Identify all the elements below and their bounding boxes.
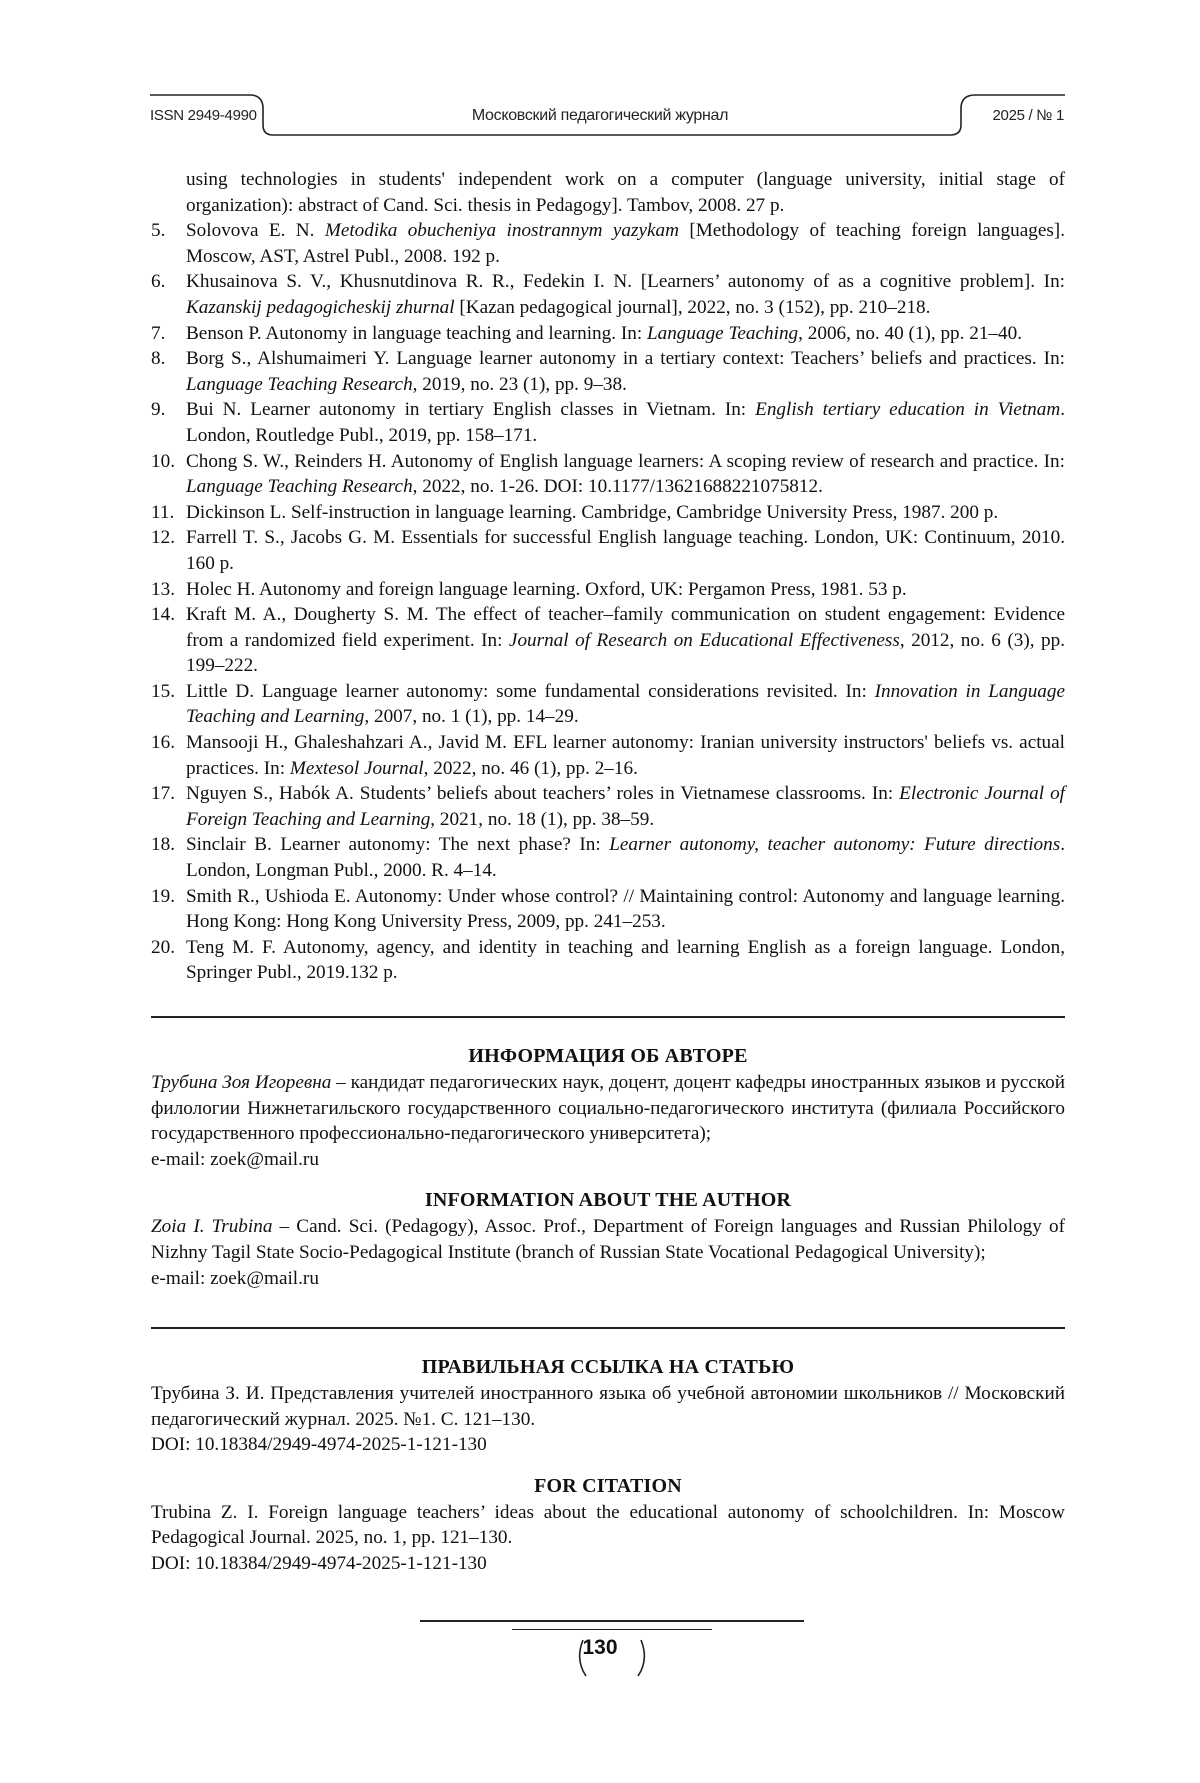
author-email-ru: e-mail: zoek@mail.ru [151, 1149, 319, 1170]
reference-source-title: Electronic Journal of Foreign Teaching and Learning [186, 783, 1065, 830]
reference-text: Farrell T. S., Jacobs G. M. Essentials for successful English language teaching. London, UK: Continuum, 2010. 160 p. [186, 527, 1065, 574]
reference-number: 14. [151, 602, 175, 628]
reference-number: 15. [151, 679, 175, 705]
reference-text: , 2022, no. 1-26. DOI: 10.1177/13621688221075812. [413, 476, 823, 497]
citation-en-body: Trubina Z. I. Foreign language teachers’ ideas about the educational autonomy of schoolchildren. In: Moscow Pedagogical Journal. 2025, no. 1, pp. 121–130. [151, 1502, 1065, 1549]
reference-text: Sinclair B. Learner autonomy: The next phase? In: [186, 834, 609, 855]
reference-text: Little D. Language learner autonomy: some fundamental considerations revisited. In: [186, 681, 875, 702]
author-desc-en: – Cand. Sci. (Pedagogy), Assoc. Prof., Department of Foreign languages and Russian Philology of Nizhny Tagil State Socio-Pedagogical Institute (branch of Russian State Vocational Pedagogical University); [151, 1216, 1065, 1263]
reference-text: . London, Longman Publ., 2000. R. 4–14. [186, 834, 1065, 881]
journal-title: Московский педагогический журнал [0, 107, 1200, 125]
citation-ru-doi: DOI: 10.18384/2949-4974-2025-1-121-130 [151, 1434, 487, 1455]
reference-text: Borg S., Alshumaimeri Y. Language learner autonomy in a tertiary context: Teachers’ beliefs and practices. In: [186, 348, 1065, 369]
reference-number: 12. [151, 525, 175, 551]
reference-text: , 2012, no. 6 (3), pp. 199–222. [186, 630, 1065, 677]
reference-text: Holec H. Autonomy and foreign language learning. Oxford, UK: Pergamon Press, 1981. 53 p. [186, 579, 907, 600]
reference-number: 8. [151, 346, 165, 372]
reference-source-title: Innovation in Language Teaching and Learning [186, 681, 1065, 728]
journal-page [0, 0, 1200, 1783]
reference-text: Chong S. W., Reinders H. Autonomy of English language learners: A scoping review of research and practice. In: [186, 451, 1065, 472]
reference-text: [Kazan pedagogical journal], 2022, no. 3 (152), pp. 210–218. [455, 297, 931, 318]
reference-number: 10. [151, 449, 175, 475]
reference-text: , 2019, no. 23 (1), pp. 9–38. [413, 374, 627, 395]
reference-text: Benson P. Autonomy in language teaching and learning. In: [186, 323, 647, 344]
reference-source-title: Kazanskij pedagogicheskij zhurnal [186, 297, 455, 318]
reference-number: 11. [151, 500, 174, 526]
reference-text: Khusainova S. V., Khusnutdinova R. R., Fedekin I. N. [Learners’ autonomy of as a cognitive problem]. In: [186, 271, 1065, 292]
issn-label: ISSN 2949-4990 [150, 107, 257, 124]
page-number-bracket [0, 0, 1200, 1783]
reference-number: 20. [151, 935, 175, 961]
reference-text: , 2006, no. 40 (1), pp. 21–40. [798, 323, 1022, 344]
reference-number: 17. [151, 781, 175, 807]
reference-source-title: Language Teaching [647, 323, 798, 344]
citation-ru-body: Трубина З. И. Представления учителей иностранного языка об учебной автономии школьников // Московский педагогический журнал. 2025. №1. С. 121–130. [151, 1383, 1065, 1430]
author-email-en: e-mail: zoek@mail.ru [151, 1268, 319, 1289]
reference-text: Kraft M. A., Dougherty S. M. The effect of teacher–family communication on student engagement: Evidence from a randomized field experiment. In: [186, 604, 1065, 651]
page-number: 130 [0, 1636, 1200, 1660]
citation-ru-heading: ПРАВИЛЬНАЯ ССЫЛКА НА СТАТЬЮ [151, 1353, 1065, 1381]
reference-source-title: Language Teaching Research [186, 476, 413, 497]
reference-text: Solovova E. N. [186, 220, 325, 241]
reference-text: , 2022, no. 46 (1), pp. 2–16. [424, 758, 638, 779]
reference-source-title: English tertiary education in Vietnam [755, 399, 1060, 420]
citation-en-heading: FOR CITATION [151, 1472, 1065, 1500]
reference-text: Mansooji H., Ghaleshahzari A., Javid M. EFL learner autonomy: Iranian university instructors' beliefs vs. actual practices. In: [186, 732, 1065, 779]
reference-text: [Methodology of teaching foreign languages]. Moscow, AST, Astrel Publ., 2008. 192 p. [186, 220, 1065, 267]
reference-text: . London, Routledge Publ., 2019, pp. 158–171. [186, 399, 1065, 446]
author-desc-ru: – кандидат педагогических наук, доцент, доцент кафедры иностранных языков и русской филологии Нижнетагильского государственного социально-педагогического института (филиала Российского государственного профессионально-педагогического университета); [151, 1072, 1065, 1144]
reference-text: using technologies in students' independent work on a computer (language university, initial stage of organization): abstract of Cand. Sci. thesis in Pedagogy]. Tambov, 2008. 27 p. [186, 169, 1065, 216]
reference-text: Teng M. F. Autonomy, agency, and identity in teaching and learning English as a foreign language. London, Springer Publ., 2019.132 p. [186, 937, 1065, 984]
reference-text: , 2007, no. 1 (1), pp. 14–29. [364, 706, 578, 727]
author-info-en-heading: INFORMATION ABOUT THE AUTHOR [151, 1186, 1065, 1214]
reference-text: Dickinson L. Self-instruction in language learning. Cambridge, Cambridge University Press, 1987. 200 p. [186, 502, 998, 523]
reference-number: 19. [151, 884, 175, 910]
reference-number: 13. [151, 577, 175, 603]
author-name-ru: Трубина Зоя Игоревна [151, 1072, 331, 1093]
reference-source-title: Metodika obucheniya inostrannym yazykam [325, 220, 679, 241]
reference-source-title: Mextesol Journal [290, 758, 424, 779]
author-name-en: Zoia I. Trubina [151, 1216, 272, 1237]
reference-source-title: Language Teaching Research [186, 374, 413, 395]
reference-text: Nguyen S., Habók A. Students’ beliefs about teachers’ roles in Vietnamese classrooms. In: [186, 783, 899, 804]
reference-number: 9. [151, 397, 165, 423]
citation-en-doi: DOI: 10.18384/2949-4974-2025-1-121-130 [151, 1553, 487, 1574]
reference-source-title: Learner autonomy, teacher autonomy: Future directions [609, 834, 1060, 855]
reference-number: 16. [151, 730, 175, 756]
reference-number: 6. [151, 269, 165, 295]
reference-text: Smith R., Ushioda E. Autonomy: Under whose control? // Maintaining control: Autonomy and language learning. Hong Kong: Hong Kong University Press, 2009, pp. 241–253. [186, 886, 1065, 933]
reference-text: Bui N. Learner autonomy in tertiary English classes in Vietnam. In: [186, 399, 755, 420]
reference-number: 7. [151, 321, 165, 347]
issue-label: 2025 / № 1 [993, 107, 1064, 124]
reference-text: , 2021, no. 18 (1), pp. 38–59. [430, 809, 654, 830]
author-info-ru-heading: ИНФОРМАЦИЯ ОБ АВТОРЕ [151, 1042, 1065, 1070]
reference-source-title: Journal of Research on Educational Effectiveness [509, 630, 900, 651]
reference-number: 5. [151, 218, 165, 244]
reference-number: 18. [151, 832, 175, 858]
